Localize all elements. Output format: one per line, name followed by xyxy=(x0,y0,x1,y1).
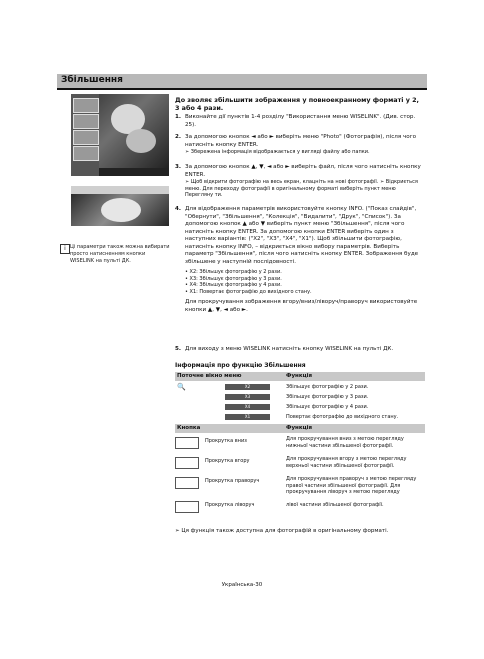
thumbnail xyxy=(73,146,99,161)
button-label: Прокрутка вгору xyxy=(205,458,250,464)
bullet: • X4: Збільшує фотографію у 4 рази. xyxy=(185,282,282,288)
zoom-row-text: Повертає фотографію до вихідного стану. xyxy=(286,414,399,420)
screen-photo-browser xyxy=(71,94,169,176)
button-label: Прокрутка вниз xyxy=(205,438,247,444)
note-icon: i xyxy=(60,244,70,254)
button-label: Прокрутка праворуч xyxy=(205,478,260,484)
button-function: лівої частини збільшеної фотографії. xyxy=(286,502,384,508)
thumbnail xyxy=(73,130,99,145)
flower-image xyxy=(101,198,141,222)
zoom-chip: X1 xyxy=(225,414,270,420)
zoom-chip: X3 xyxy=(225,394,270,400)
intro-text: До зволяє збільшити зображення у повноекранному форматі у 2, 3 або 4 рази. xyxy=(175,96,419,112)
side-note: Ці параметри також можна вибирати просто натисненням кнопки WISELINK на пульті ДК. xyxy=(70,244,170,264)
left-button-icon xyxy=(175,501,199,513)
zoom-chip: X4 xyxy=(225,404,270,410)
table-title: Інформація про функцію Збільшення xyxy=(175,362,306,369)
up-button-icon xyxy=(175,457,199,469)
button-function: Для прокручування вгору з метою перегляду верхньої частини збільшеної фотографії. xyxy=(286,456,407,469)
menu-strip xyxy=(71,186,169,194)
zoom-row-text: Збільшує фотографію у 4 рази. xyxy=(286,404,369,410)
status-bar xyxy=(99,168,169,176)
table-header-menu: Поточне вікно меню Функція xyxy=(175,372,425,381)
thumbnail xyxy=(73,98,99,113)
zoom-icon: 🔍 xyxy=(177,383,186,391)
table-header-buttons: Кнопка Функція xyxy=(175,424,425,433)
right-button-icon xyxy=(175,477,199,489)
zoom-chip: X2 xyxy=(225,384,270,390)
zoom-row-text: Збільшує фотографію у 3 рази. xyxy=(286,394,369,400)
flower-image xyxy=(126,129,156,153)
thumbnail xyxy=(73,114,99,129)
title-underline xyxy=(57,88,427,90)
page-footer: Українська-30 xyxy=(221,582,263,588)
button-function: Для прокручування праворуч з метою перегляду правої частини збільшеної фотографії. Для прокручування ліворуч з метою перегляду xyxy=(286,476,417,495)
bullet: • X2: Збільшує фотографію у 2 рази. xyxy=(185,269,282,275)
scroll-note: Для прокручування зображення вгору/вниз/ліворуч/праворуч використовуйте кнопки ▲, ▼, ◄ або ►. xyxy=(185,299,418,313)
thumbnail-strip xyxy=(71,94,99,176)
screen-zoom-photo xyxy=(71,186,169,226)
final-note: ➢ Ця функція також доступна для фотографій в оригінальному форматі. xyxy=(175,528,389,534)
bullet: • X3: Збільшує фотографію у 3 рази. xyxy=(185,275,282,282)
section-title: Збільшення xyxy=(61,75,123,85)
button-label: Прокрутка ліворуч xyxy=(205,502,255,508)
down-button-icon xyxy=(175,437,199,449)
section-title-bar xyxy=(57,74,427,88)
zoom-row-text: Збільшує фотографію у 2 рази. xyxy=(286,384,369,390)
button-function: Для прокручування вниз з метою перегляду нижньої частини збільшеної фотографії. xyxy=(286,436,404,449)
bullet: • X1: Повертає фотографію до вихідного стану. xyxy=(185,288,312,295)
